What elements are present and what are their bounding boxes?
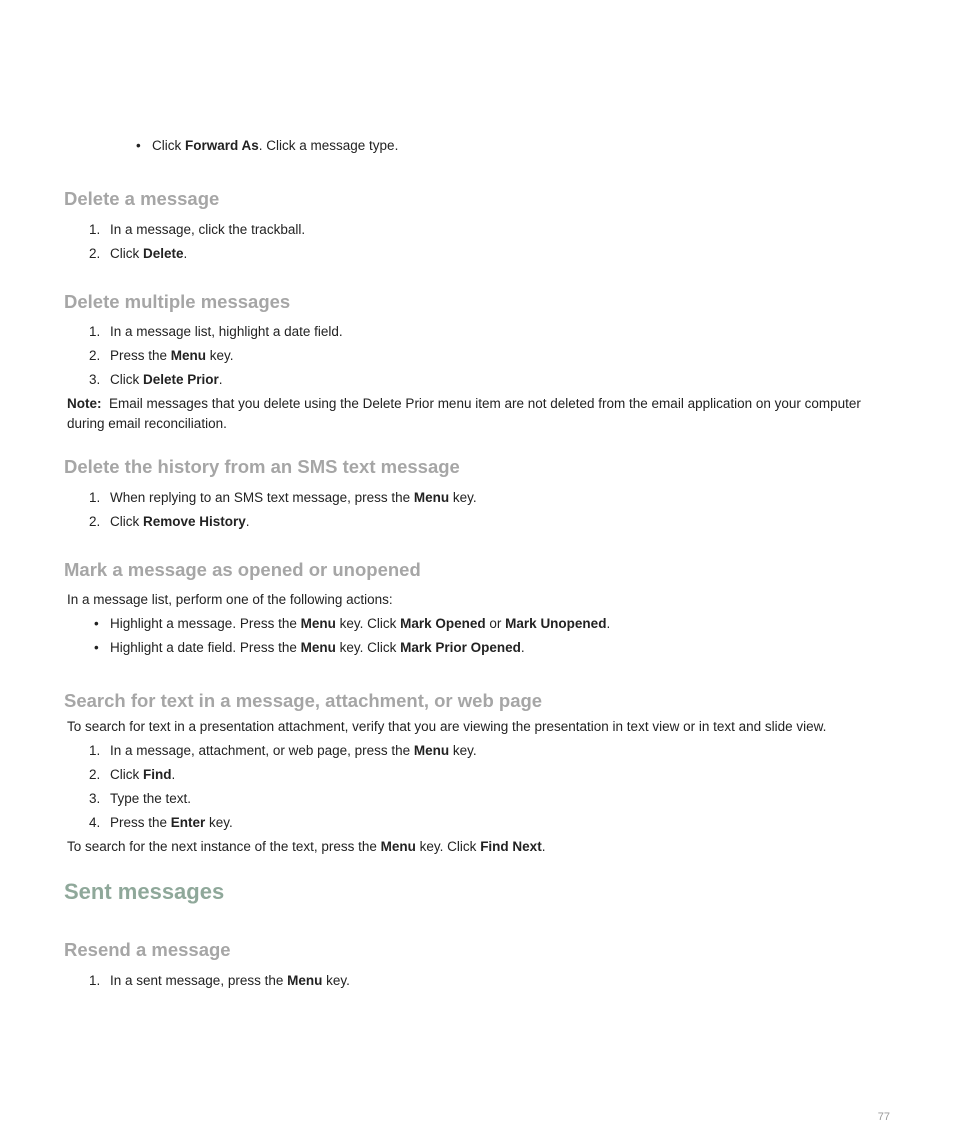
note-paragraph [67, 394, 887, 434]
step-number: 1. [89, 222, 101, 237]
step-number: 1. [89, 490, 101, 505]
intro-text: To search for text in a presentation attachment, verify that you are viewing the presentation in text view or in text and slide view. [67, 719, 827, 734]
text: . [183, 246, 188, 261]
outro-text [67, 838, 545, 856]
step-number: 4. [89, 815, 101, 830]
text: Click [110, 372, 143, 387]
text: . Click a message type. [258, 138, 399, 153]
step-text [110, 221, 305, 239]
step-text [110, 489, 477, 507]
text: When replying to an SMS text message, press the [110, 490, 414, 505]
text: Highlight a date field. Press the [110, 640, 301, 655]
text: Click [152, 138, 185, 153]
text: . [218, 372, 223, 387]
step-text [110, 347, 234, 365]
bullet-dot: • [94, 616, 99, 631]
text: Press the [110, 348, 171, 363]
text: key. Click [415, 839, 481, 854]
text: Press the [110, 815, 171, 830]
text: . [606, 616, 611, 631]
step-text [110, 742, 477, 760]
text: key. [206, 348, 234, 363]
text: key. [205, 815, 233, 830]
step-number: 3. [89, 372, 101, 387]
page-number: 77 [877, 1111, 890, 1123]
step-number: 3. [89, 791, 101, 806]
heading-delete-multiple: Delete multiple messages [64, 291, 291, 312]
ui-term: Menu [300, 616, 336, 631]
bullet-dot: • [94, 640, 99, 655]
text: Highlight a message. Press the [110, 616, 301, 631]
ui-term: Delete Prior [143, 372, 219, 387]
ui-term: Menu [170, 348, 207, 363]
step-number: 2. [89, 767, 101, 782]
text: In a sent message, press the [110, 973, 288, 988]
text: Type the text. [110, 791, 192, 806]
bullet-text [110, 639, 525, 657]
intro-text: In a message list, perform one of the following actions: [67, 592, 393, 607]
text: Click [110, 767, 143, 782]
ui-term: Delete [143, 246, 184, 261]
bullet-dot: • [136, 138, 141, 153]
text: Click [110, 246, 143, 261]
heading-delete-message: Delete a message [64, 188, 220, 209]
step-text [110, 245, 187, 263]
step-text [110, 814, 233, 832]
bullet-text [110, 615, 610, 633]
text: . [541, 839, 546, 854]
text: key. [449, 743, 477, 758]
heading-mark-message: Mark a message as opened or unopened [64, 559, 421, 580]
text: key. Click [335, 640, 401, 655]
step-number: 2. [89, 246, 101, 261]
text: key. [449, 490, 477, 505]
step-number: 1. [89, 973, 101, 988]
step-text [110, 766, 175, 784]
ui-term: Forward As [185, 138, 259, 153]
ui-term: Mark Prior Opened [400, 640, 521, 655]
heading-resend-message: Resend a message [64, 939, 231, 960]
ui-term: Menu [413, 490, 450, 505]
step-number: 2. [89, 514, 101, 529]
forward-as-bullet [152, 137, 398, 155]
note-text: Email messages that you delete using the Delete Prior menu item are not deleted from the email application on your computer during email reconciliation. [67, 396, 861, 431]
text: Click [110, 514, 143, 529]
text: . [520, 640, 525, 655]
step-text [110, 323, 343, 341]
ui-term: Mark Unopened [505, 616, 607, 631]
text: In a message, click the trackball. [110, 222, 306, 237]
step-text [110, 790, 191, 808]
ui-term: Menu [300, 640, 336, 655]
text: . [171, 767, 176, 782]
text: or [485, 616, 506, 631]
text: In a message, attachment, or web page, press the [110, 743, 414, 758]
heading-delete-history: Delete the history from an SMS text message [64, 456, 460, 477]
ui-term: Menu [287, 973, 323, 988]
ui-term: Menu [380, 839, 416, 854]
text: In a message list, highlight a date field. [110, 324, 343, 339]
ui-term: Find [143, 767, 172, 782]
step-text [110, 513, 250, 531]
heading-sent-messages: Sent messages [64, 879, 225, 904]
note-label: Note: [67, 396, 102, 411]
step-number: 1. [89, 743, 101, 758]
ui-term: Menu [413, 743, 450, 758]
ui-term: Find Next [480, 839, 542, 854]
text: key. [322, 973, 350, 988]
step-number: 2. [89, 348, 101, 363]
text: key. Click [335, 616, 401, 631]
step-text [110, 371, 223, 389]
ui-term: Remove History [143, 514, 246, 529]
step-text [110, 972, 350, 990]
step-number: 1. [89, 324, 101, 339]
ui-term: Mark Opened [400, 616, 486, 631]
ui-term: Enter [170, 815, 206, 830]
heading-search-text: Search for text in a message, attachment, or web page [64, 690, 543, 711]
text: . [245, 514, 250, 529]
text: To search for the next instance of the text, press the [67, 839, 381, 854]
